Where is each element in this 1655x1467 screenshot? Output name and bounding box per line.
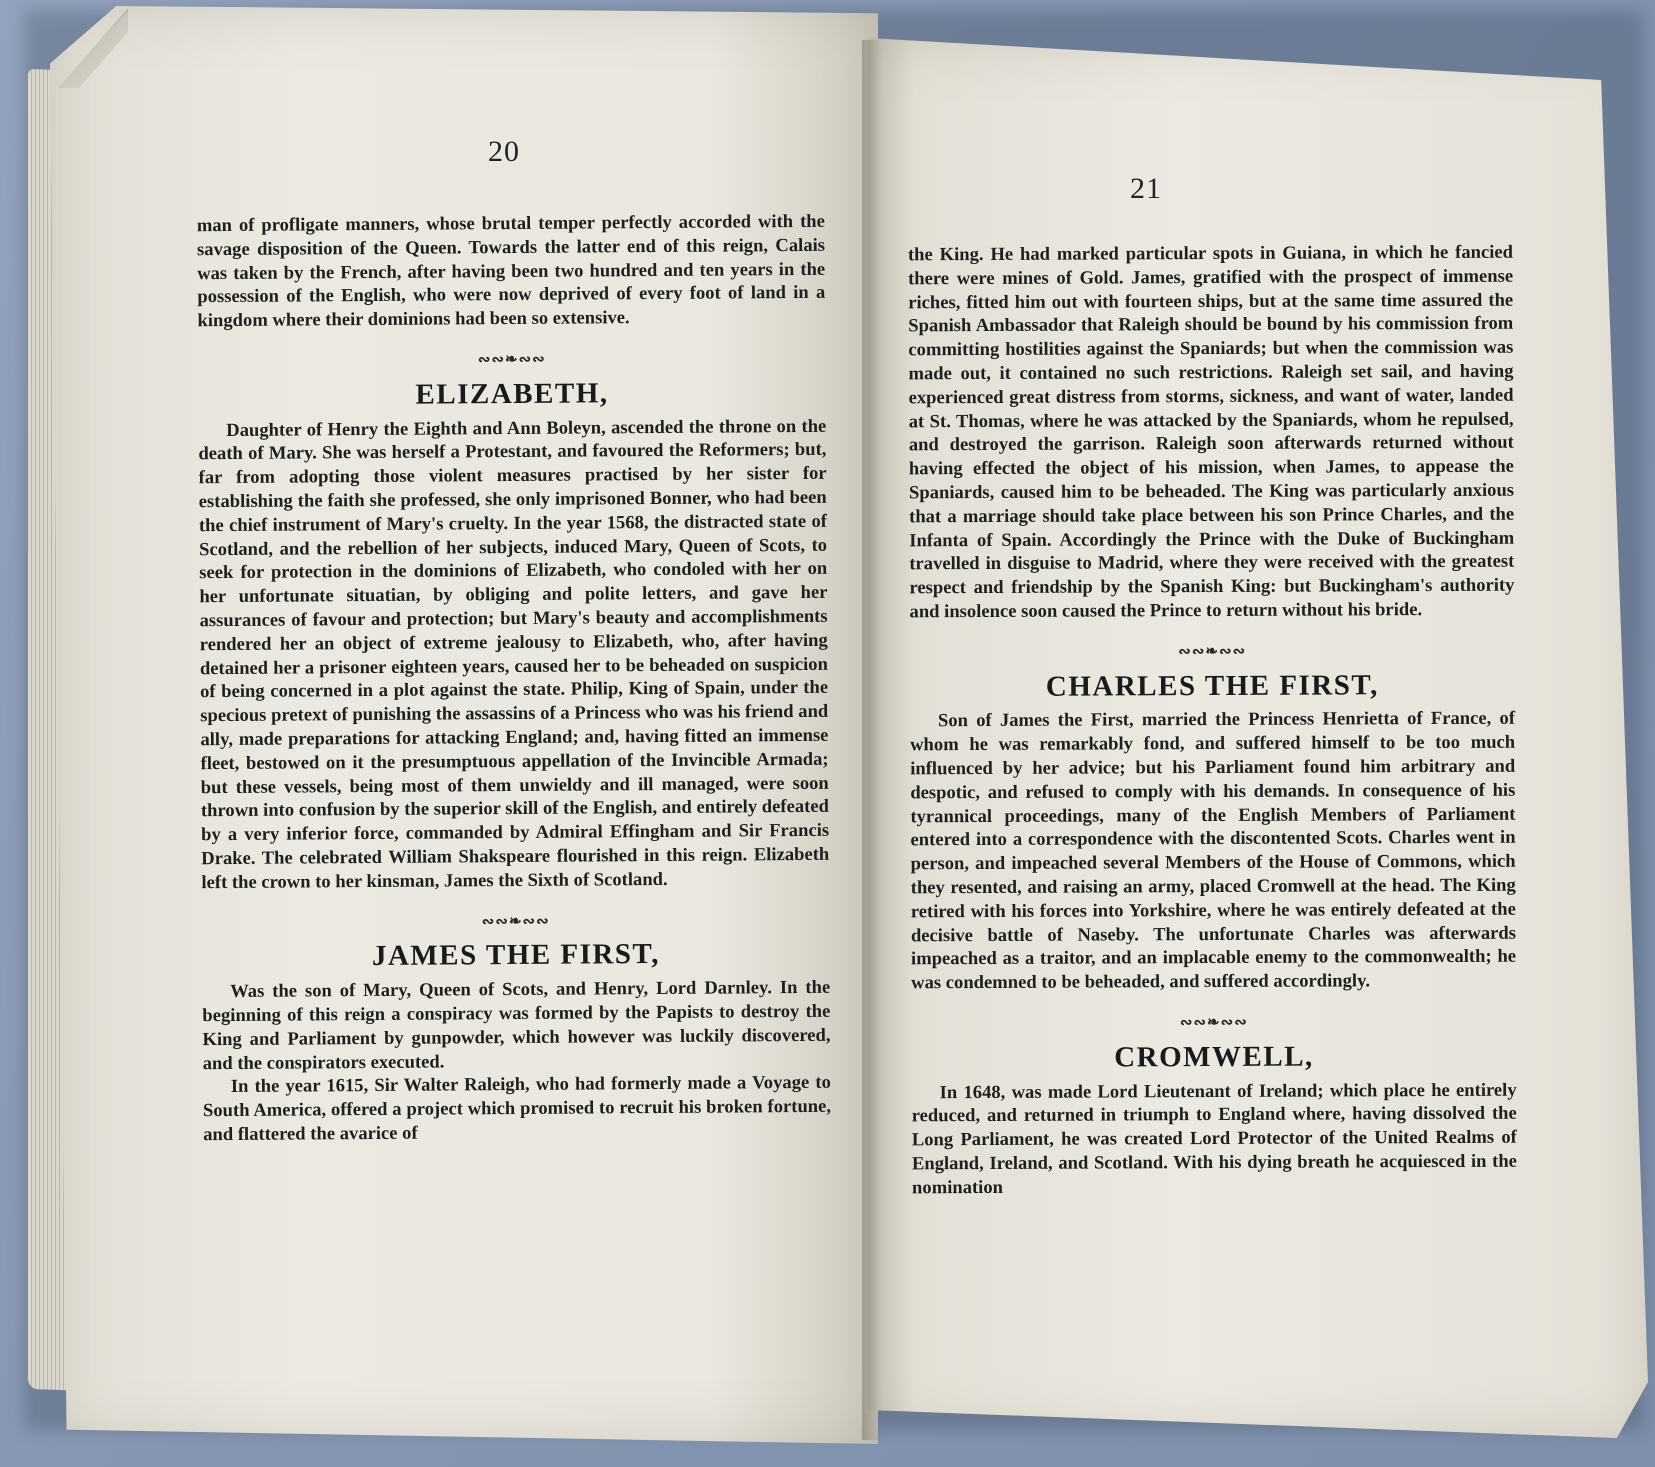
continued-paragraph: the King. He had marked particular spots in Guiana, in which he fancied there were mines of Gold. James, gratified with the prospect of immense riches, fitted him out with fourteen ships, but at the same time assured the Spanish Ambassador that Raleigh should be bound by his commission from committing hostilities against the Spaniards; but when the commission was made out, it contained no such restrictions. Raleigh set sail, and having experienced great distress from storms, sickness, and want of water, landed at St. Thomas, where he was attacked by the Spaniards, whom he repulsed, and destroyed the garrison. Raleigh soon afterwards returned without having effected the object of his mission, when James, to appease the Spaniards, caused him to be beheaded. The King was particularly anxious that a marriage should take place between his son Prince Charles, and the Infanta of Spain. Accordingly the Prince with the Duke of Buckingham travelled in disguise to Madrid, where they were received with the greatest respect and friendship by the Spanish King: but Buckingham's authority and insolence soon caused the Prince to return without his bride. xyxy=(907,241,1515,623)
right-page-text xyxy=(908,241,1517,1200)
section-heading-cromwell: CROMWELL, xyxy=(1114,1040,1314,1074)
section-heading-elizabeth: ELIZABETH, xyxy=(415,377,609,411)
section-body-charles: Son of James the First, married the Princess Henrietta of France, of whom he was remarkably fond, and suffered himself to be too much influenced by her advice; but his Parliament found him arbitrary and despotic, and refused to comply with his demands. In consequence of his tyrannical proceedings, many of the English Members of Parliament entered into a correspondence with the discontented Scots. Charles went in person, and impeached several Members of the House of Commons, which they resented, and raising an army, placed Cromwell at the head. The King retired with his forces into Yorkshire, where he was entirely defeated at the decisive battle of Naseby. The unfortunate Charles was afterwards impeached as a traitor, and an implacable enemy to the commonwealth; he was condemned to be beheaded, and suffered accordingly. xyxy=(910,708,1517,994)
book-spine xyxy=(862,40,882,1440)
section-ornament: ∾∾❧∾∾ xyxy=(477,351,546,369)
section-ornament: ∾∾❧∾∾ xyxy=(481,913,550,930)
left-page-text xyxy=(197,210,831,1147)
continued-paragraph: man of profligate manners, whose brutal temper perfectly accorded with the savage disposition of the Queen. Towards the latter end of this reign, Calais was taken by the French, after having been two hundred and ten years in the possession of the English, who were now deprived of every foot of land in a kingdom where their dominions had been so extensive. xyxy=(196,210,826,332)
section-body-elizabeth: Daughter of Henry the Eighth and Ann Boleyn, ascended the throne on the death of Mary. She was herself a Protestant, and favoured the Reformers; but, far from adopting those violent measures practised by her sister for establishing the faith she professed, she only imprisoned Bonner, who had been the chief instrument of Mary's cruelty. In the year 1568, the distracted state of Scotland, and the rebellion of her subjects, induced Mary, Queen of Scots, to seek for protection in the dominions of Elizabeth, who condoled with her on her unfortunate situatian, by obliging and polite letters, and gave her assurances of favour and protection; but Mary's beauty and accomplishments rendered her an object of extreme jealousy to Elizabeth, who, after having detained her a prisoner eighteen years, caused her to be beheaded on suspicion of being concerned in a plot against the state. Philip, King of Spain, under the specious pretext of punishing the assassins of a Princess who was his friend and ally, made preparations for attacking England; and, having fitted an immense fleet, bestowed on it the presumptuous appellation of the Invincible Armada; but these vessels, being most of them unwieldy and ill managed, were soon thrown into confusion by the superior skill of the English, and entirely defeated by a very inferior force, commanded by Admiral Effingham and Sir Francis Drake. The celebrated William Shakspeare flourished in this reign. Elizabeth left the crown to her kinsman, James the Sixth of Scotland. xyxy=(198,415,830,893)
page-number-left: 20 xyxy=(488,135,520,168)
section-body-cromwell: In 1648, was made Lord Lieutenant of Ireland; which place he entirely reduced, and returned in triumph to England where, having dissolved the Long Parliament, he was created Lord Protector of the United Realms of England, Ireland, and Scotland. With his dying breath he acquiesced in the nomination xyxy=(911,1079,1517,1199)
section-body-james: Was the son of Mary, Queen of Scots, and Henry, Lord Darnley. In the beginning of this reign a conspiracy was formed by the Papists to destroy the King and Parliament by gunpowder, which however was luckily discovered, and the conspirators executed. xyxy=(202,976,831,1074)
page-number-right: 21 xyxy=(1130,172,1162,205)
section-ornament: ∾∾❧∾∾ xyxy=(1178,643,1247,660)
section-ornament: ∾∾❧∾∾ xyxy=(1179,1014,1248,1032)
section-body-raleigh: In the year 1615, Sir Walter Raleigh, who had formerly made a Voyage to South America, offered a project which promised to recruit his broken fortune, and flattered the avarice of xyxy=(202,1072,832,1146)
section-heading-charles: CHARLES THE FIRST, xyxy=(1045,668,1379,703)
section-heading-james: JAMES THE FIRST, xyxy=(371,938,661,973)
